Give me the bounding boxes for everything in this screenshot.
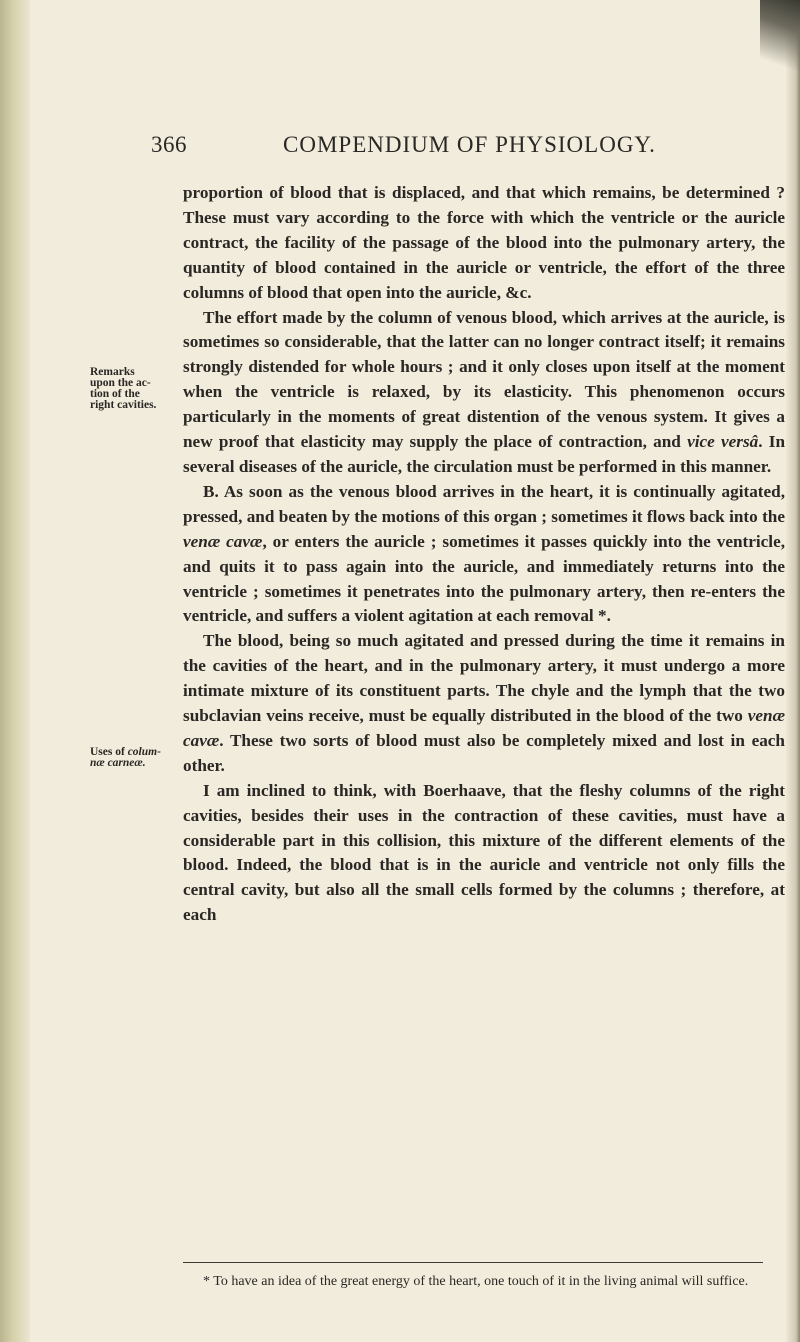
- paragraph: proportion of blood that is displaced, and that which remains, be determined ? These must vary according to the force with which the ventricle or the auricle contract, the facility of the passage of the blood into the pulmonary artery, the quantity of blood contained in the auricle or ventricle, the effort of the three columns of blood that open into the auricle, &c.: [183, 183, 785, 302]
- margin-note-line: tion of the: [90, 388, 140, 400]
- margin-note-line: right cavities.: [90, 399, 157, 411]
- paragraph: The blood, being so much agitated and pressed during the time it remains in the cavities of the heart, and in the pulmonary artery, it must undergo a more intimate mixture of its constituent parts. The chyle and the lymph that the two subclavian veins receive, must be equally distributed in the blood of the two venæ cavæ. These two sorts of blood must also be completely mixed and lost in each other.: [183, 631, 785, 775]
- page-header: [151, 132, 656, 162]
- margin-note-line: Uses of colum-: [90, 746, 161, 758]
- page-right-edge: [786, 0, 800, 1342]
- page-corner-shadow: [760, 0, 800, 90]
- book-binding-edge: [0, 0, 30, 1342]
- paragraph: The effort made by the column of venous blood, which arrives at the auricle, is sometimes so considerable, that the latter can no longer contract itself; it remains strongly distended for whole hours ; and it only closes upon itself at the moment when the ventricle is relaxed, by its elasticity. This phenomenon occurs particularly in the moments of great distention of the venous system. It gives a new proof that elasticity may supply the place of contraction, and vice versâ. In several diseases of the auricle, the circulation must be performed in this manner.: [183, 307, 786, 476]
- paragraph: I am inclined to think, with Boerhaave, that the fleshy columns of the right cavities, besides their uses in the contraction of these cavities, must have a considerable part in this collision, this mixture of the different elements of the blood. Indeed, the blood that is in the auricle and ventricle not only fills the central cavity, but also all the small cells formed by the columns ; therefore, at each: [183, 780, 785, 925]
- footnote: [183, 1272, 783, 1292]
- margin-note-uses: [90, 747, 161, 769]
- margin-note-line: upon the ac-: [90, 377, 151, 389]
- margin-note-line: næ carneæ.: [90, 757, 146, 769]
- body-text: [183, 181, 785, 928]
- running-title: COMPENDIUM OF PHYSIOLOGY.: [283, 132, 656, 157]
- margin-note-remarks: [90, 367, 156, 411]
- margin-note-line: Remarks: [90, 366, 135, 378]
- footnote-text: * To have an idea of the great energy of the heart, one touch of it in the living animal will suffice.: [203, 1274, 749, 1289]
- paragraph: B. As soon as the venous blood arrives in the heart, it is continually agitated, pressed, and beaten by the motions of this organ ; sometimes it flows back into the venæ cavæ, or enters the auricle ; sometimes it passes quickly into the ventricle, and quits it to pass again into the auricle, and immediately returns into the ventricle ; sometimes it penetrates into the pulmonary artery, then re-enters the ventricle, and suffers a violent agitation at each removal *.: [183, 481, 785, 626]
- page-number: 366: [151, 132, 187, 157]
- footnote-rule: [183, 1262, 763, 1263]
